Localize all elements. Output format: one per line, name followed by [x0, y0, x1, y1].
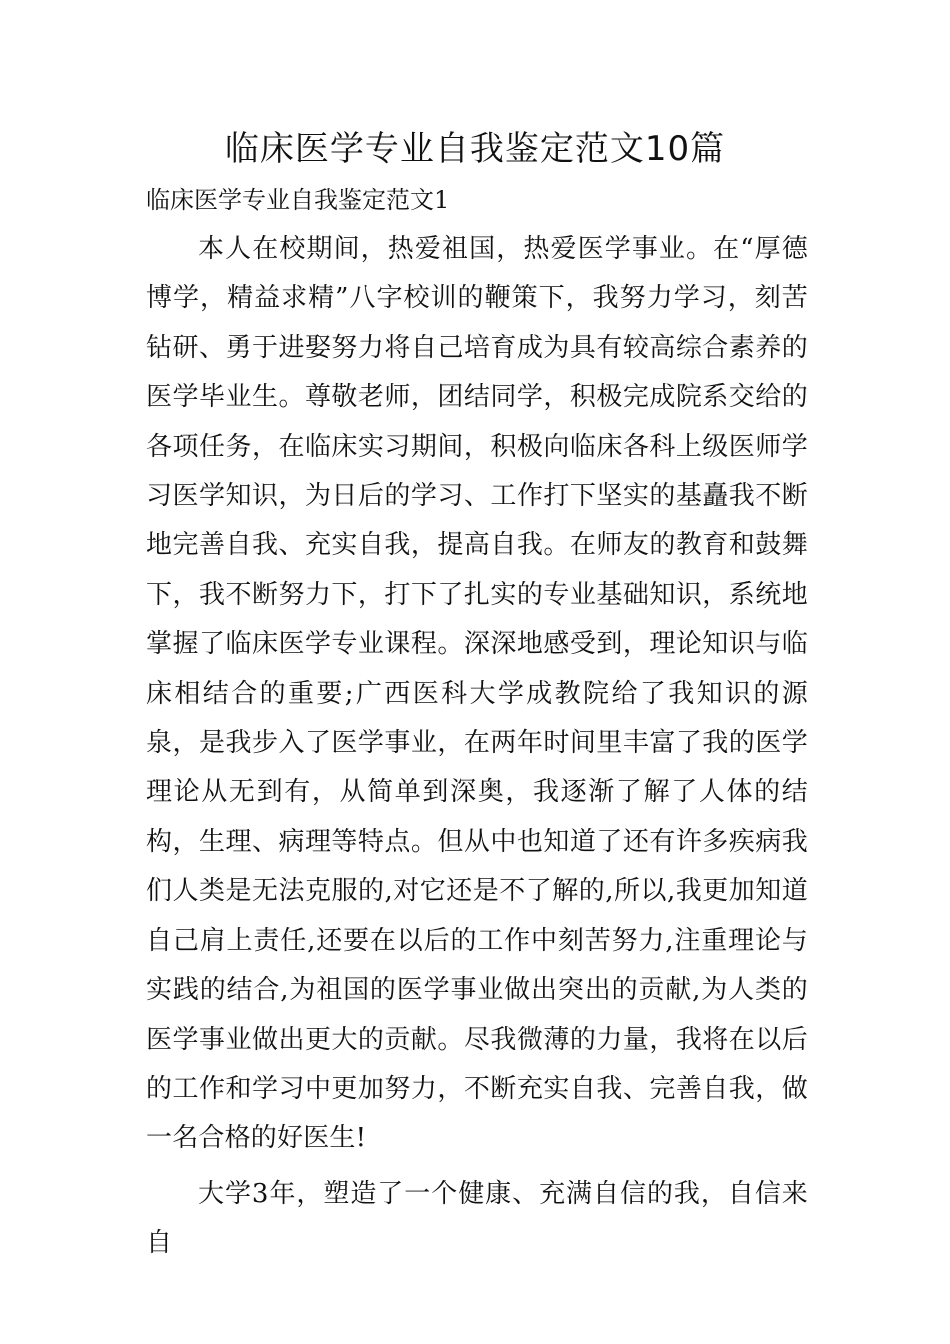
body-paragraph-1: 本人在校期间，热爱祖国，热爱医学事业。在“厚德博学，精益求精”八字校训的鞭策下，我努力学习，刻苦钻研、勇于进娶努力将自己培育成为具有较高综合素养的医学毕业生。尊敬老师，团结同学，积极完成院系交给的各项任务，在临床实习期间，积极向临床各科上级医师学习医学知识，为日后的学习、工作打下坚实的基矗我不断地完善自我、充实自我，提高自我。在师友的教育和鼓舞下，我不断努力下，打下了扎实的专业基础知识，系统地掌握了临床医学专业课程。深深地感受到，理论知识与临床相结合的重要;广西医科大学成教院给了我知识的源泉，是我步入了医学事业，在两年时间里丰富了我的医学理论从无到有，从简单到深奥，我逐渐了解了人体的结构，生理、病理等特点。但从中也知道了还有许多疾病我们人类是无法克服的,对它还是不了解的,所以,我更加知道自己肩上责任,还要在以后的工作中刻苦努力,注重理论与实践的结合,为祖国的医学事业做出突出的贡献,为人类的医学事业做出更大的贡献。尽我微薄的力量，我将在以后的工作和学习中更加努力，不断充实自我、完善自我，做一名合格的好医生!	[146, 234, 808, 1154]
section-heading: 临床医学专业自我鉴定范文1	[146, 186, 450, 214]
body-paragraph-2: 大学3年，塑造了一个健康、充满自信的我，自信来自	[146, 1179, 808, 1259]
document-title: 临床医学专业自我鉴定范文10篇	[224, 129, 726, 169]
